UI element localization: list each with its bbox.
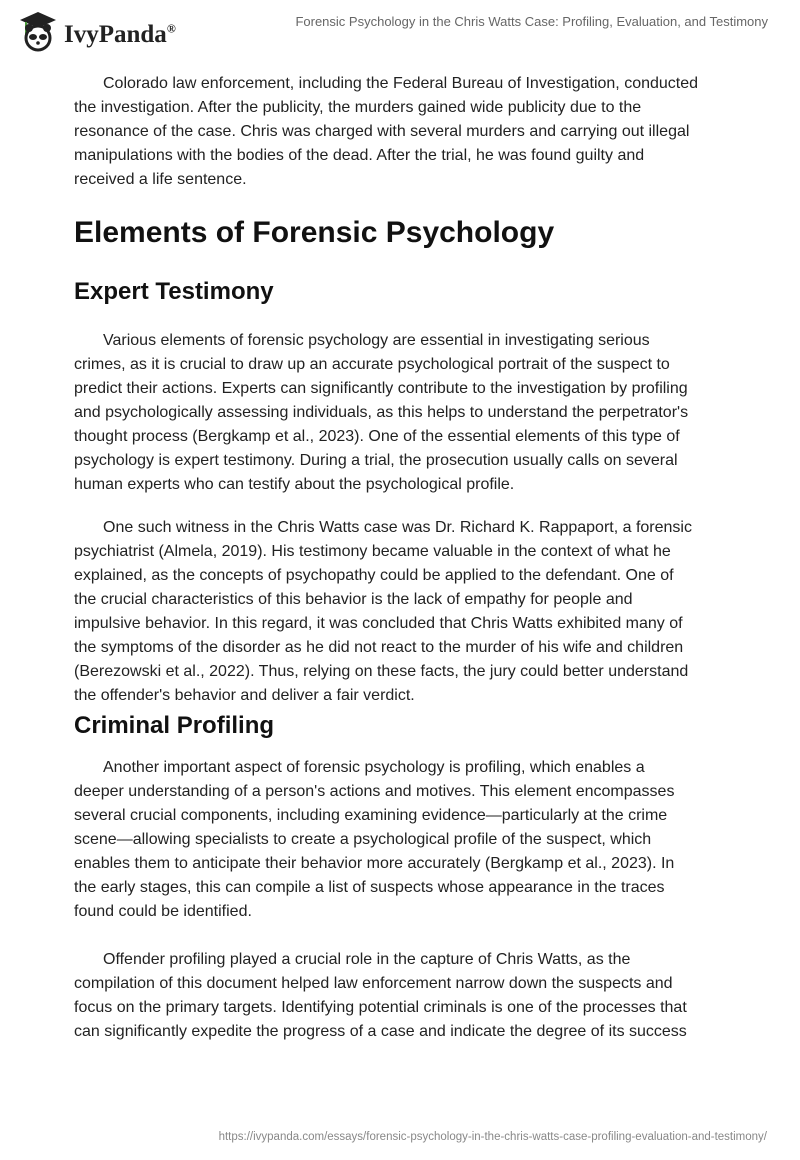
text-line: the offender's behavior and deliver a fair verdict. — [74, 687, 415, 704]
logo-text — [64, 21, 176, 49]
paragraph-profiling-1 — [74, 756, 674, 924]
text-line: enables them to anticipate their behavior more accurately (Bergkamp et al., 2023). In — [74, 855, 675, 872]
text-line: scene—allowing specialists to create a psychological profile of the suspect, which — [74, 831, 652, 848]
text-line: crimes, as it is crucial to draw up an accurate psychological portrait of the suspect to — [74, 356, 670, 373]
paragraph-expert-testimony-1 — [74, 329, 688, 497]
text-line: Colorado law enforcement, including the Federal Bureau of Investigation, conducted — [103, 75, 699, 92]
registered-mark: ® — [166, 21, 176, 36]
text-line: explained, as the concepts of psychopathy could be applied to the defendant. One of — [74, 567, 674, 584]
text-line: human experts who can testify about the psychological profile. — [74, 476, 515, 493]
section-heading: Elements of Forensic Psychology — [74, 216, 555, 249]
text-line: found could be identified. — [74, 903, 252, 920]
paragraph-profiling-2 — [74, 948, 687, 1044]
text-line: psychiatrist (Almela, 2019). His testimony became valuable in the context of what he — [74, 543, 671, 560]
panda-graduate-icon — [18, 10, 58, 52]
paragraph-expert-testimony-2 — [74, 516, 692, 708]
text-line: thought process (Bergkamp et al., 2023). One of the essential elements of this type of — [74, 428, 680, 445]
source-url[interactable]: https://ivypanda.com/essays/forensic-psychology-in-the-chris-watts-case-profiling-evaluation-and-testimony/ — [218, 1131, 767, 1143]
text-line: focus on the primary targets. Identifying potential criminals is one of the processes that — [74, 999, 687, 1016]
logo-wordmark: IvyPanda — [64, 21, 167, 48]
text-line: One such witness in the Chris Watts case was Dr. Richard K. Rappaport, a forensic — [103, 519, 692, 536]
text-line: and psychologically assessing individuals, as this helps to understand the perpetrator's — [74, 404, 689, 421]
text-line: the symptoms of the disorder as he did not react to the murder of his wife and children — [74, 639, 684, 656]
subsection-heading-expert-testimony: Expert Testimony — [74, 278, 274, 305]
text-line: manipulations with the bodies of the dead. After the trial, he was found guilty and — [74, 147, 645, 164]
text-line: the early stages, this can compile a list of suspects whose appearance in the traces — [74, 879, 665, 896]
text-line: the crucial characteristics of this behavior is the lack of empathy for people and — [74, 591, 633, 608]
subsection-heading-criminal-profiling: Criminal Profiling — [74, 712, 275, 739]
ivypanda-logo[interactable] — [18, 10, 176, 52]
text-line: resonance of the case. Chris was charged with several murders and carrying out illegal — [74, 123, 690, 140]
text-line: Various elements of forensic psychology are essential in investigating serious — [103, 332, 650, 349]
text-line: compilation of this document helped law enforcement narrow down the suspects and — [74, 975, 673, 992]
document-title: Forensic Psychology in the Chris Watts Case: Profiling, Evaluation, and Testimony — [295, 14, 768, 29]
text-line: can significantly expedite the progress of a case and indicate the degree of its success — [74, 1023, 687, 1040]
text-line: received a life sentence. — [74, 171, 247, 188]
text-line: psychology is expert testimony. During a trial, the prosecution usually calls on several — [74, 452, 678, 469]
text-line: several crucial components, including examining evidence—particularly at the crime — [74, 807, 668, 824]
text-line: deeper understanding of a person's actions and motives. This element encompasses — [74, 783, 675, 800]
text-line: Another important aspect of forensic psychology is profiling, which enables a — [103, 759, 645, 776]
text-line: (Berezowski et al., 2022). Thus, relying on these facts, the jury could better understand — [74, 663, 689, 680]
text-line: Offender profiling played a crucial role in the capture of Chris Watts, as the — [103, 951, 631, 968]
text-line: the investigation. After the publicity, the murders gained wide publicity due to the — [74, 99, 642, 116]
paragraph-investigation — [74, 72, 698, 192]
text-line: impulsive behavior. In this regard, it was concluded that Chris Watts exhibited many of — [74, 615, 683, 632]
text-line: predict their actions. Experts can significantly contribute to the investigation by profiling — [74, 380, 688, 397]
